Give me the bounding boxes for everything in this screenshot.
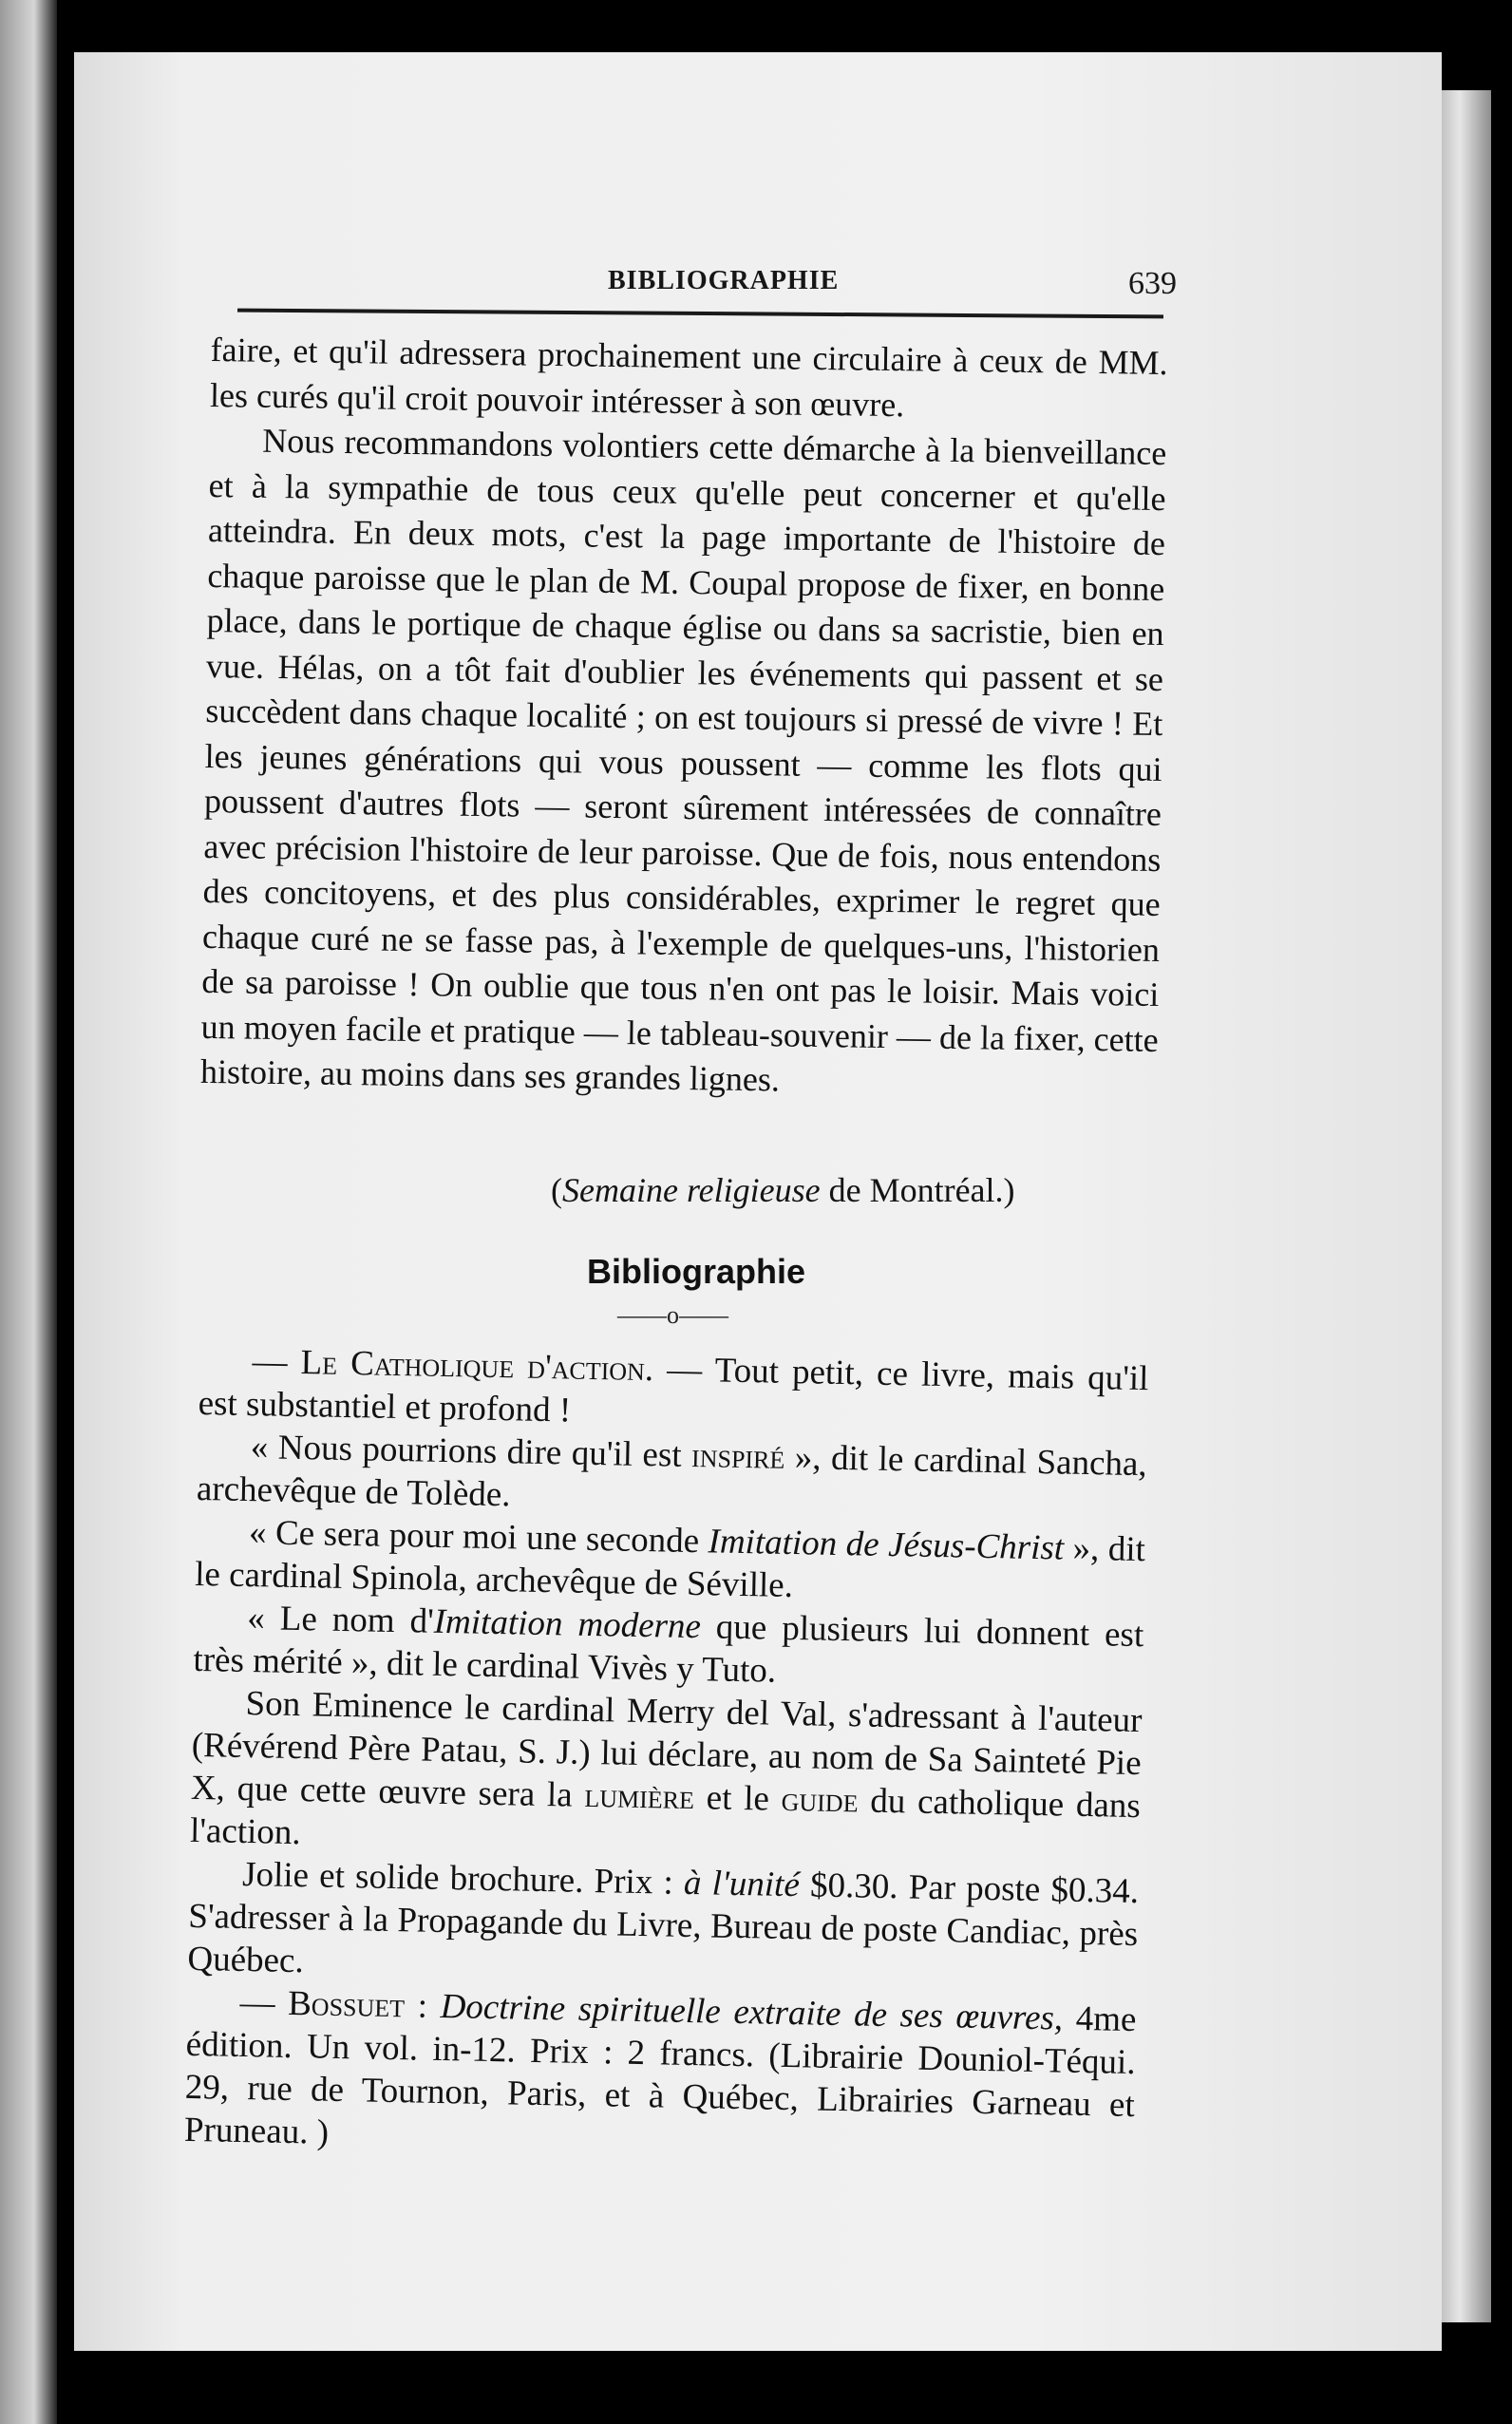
entry-dash: — [239, 1982, 289, 2023]
running-head: BIBLIOGRAPHIE [608, 266, 840, 295]
source-title: Semaine religieuse [562, 1171, 821, 1209]
quote-emphasis: Imitation moderne [433, 1601, 702, 1647]
entry-text: du catholique dans l'action. [189, 1781, 1142, 1853]
entry-text: $0.30. Par poste $0.34. S'adresser à la Propagande du Livre, Bureau de poste Candiac, près Québec. [187, 1865, 1140, 1981]
page-number: 639 [1128, 266, 1177, 301]
entry-dash: — [252, 1342, 302, 1383]
paren-close: ) [1003, 1171, 1015, 1209]
quote-text: « Nous pourrions dire qu'il est [250, 1428, 692, 1475]
quote-emphasis: inspiré [690, 1435, 785, 1477]
entry-text: Jolie et solide brochure. Prix : [241, 1854, 685, 1903]
quote-text: », dit le cardinal Sancha, archevêque de Tolède. [196, 1437, 1148, 1515]
paren-open: ( [551, 1171, 562, 1209]
book-title: Doctrine spirituelle extraite de ses œuvres, [440, 1987, 1064, 2038]
merry-del-val [190, 1681, 1143, 1870]
paragraph: Nous recommandons volontiers cette démarche à la bienveillance et à la sympathie de tous ceux qu'elle peut concerner et qu'elle atteindra. En deux mots, c'est la page importante de l'histoire de chaque paroisse que le plan de M. Coupal propose de fixer, en bonne place, dans le portique de chaque église ou dans sa sacristie, bien en vue. Hélas, on a tôt fait d'oublier les événements qui passent et se succèdent dans chaque localité ; on est toujours si pressé de vivre ! Et les jeunes générations qui vous poussent — comme les flots qui poussent d'autres flots — seront sûrement intéressées de connaître avec précision l'histoire de leur paroisse. Que de fois, nous entendons des concitoyens, et des plus considérables, exprimer le regret que chaque curé ne se fasse pas, à l'exemple de quelques-uns, l'historien de sa paroisse ! On oublie que tous n'en ont pas le loisir. Mais voici un moyen facile et pratique — le tableau-souvenir — de la fixer, cette histoire, au moins dans ses grandes lignes. [199, 421, 1167, 1099]
quote-emphasis: Imitation de Jésus-Christ [708, 1522, 1065, 1568]
page-stack-edge [1439, 90, 1491, 2322]
entry-emphasis: lumière [584, 1775, 695, 1818]
price-line [187, 1852, 1139, 1998]
entry-emphasis: à l'unité [683, 1863, 801, 1905]
book-title: Le Catholique d'action. [300, 1343, 654, 1390]
entry-text: 4me édition. Un vol. in-12. Prix : 2 francs. (Librairie Douniol-Téqui. 29, rue de Tournon, Paris, et à Québec, Librairies Garneau et Pruneau. ) [183, 1998, 1137, 2152]
quote-text: « Ce sera pour moi une seconde [248, 1513, 709, 1562]
entry-bossuet [184, 1980, 1137, 2169]
paragraph-continuation: faire, et qu'il adressera prochainement une circulaire à ceux de MM. les curés qu'il croit pouvoir intéresser à son œuvre. [209, 330, 1168, 424]
section-ornament: ——o—— [617, 1301, 728, 1329]
quote-text: « Le nom d' [246, 1599, 435, 1641]
author-name: Bossuet [287, 1983, 406, 2026]
entry-text: — Tout petit, ce livre, mais qu'il est substantiel et profond ! [198, 1350, 1149, 1430]
entry-emphasis: guide [781, 1779, 859, 1821]
quote-text: », dit le cardinal Spinola, archevêque de Séville. [194, 1528, 1146, 1606]
entry-text: : [404, 1986, 442, 2026]
entry-text: et le [693, 1778, 783, 1819]
source-attribution [551, 1170, 1015, 1210]
section-title: Bibliographie [587, 1252, 806, 1291]
prose-block [200, 328, 1168, 1108]
entry-text: Son Eminence le cardinal Merry del Val, s'adressant à l'auteur (Révérend Père Patau, S. J.) lui déclare, au nom de Sa Sainteté Pie X, que cette œuvre sera la [190, 1684, 1143, 1815]
bibliography-block [184, 1339, 1149, 2169]
adjacent-page-edge [0, 0, 57, 2424]
source-place: de Montréal. [820, 1171, 1004, 1209]
quote-text: que plusieurs lui donnent est très mérité », dit le cardinal Vivès y Tuto. [193, 1607, 1144, 1691]
